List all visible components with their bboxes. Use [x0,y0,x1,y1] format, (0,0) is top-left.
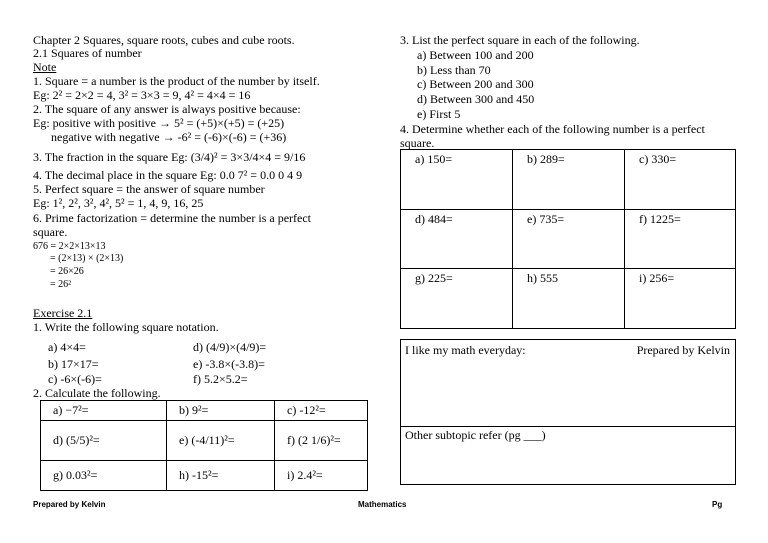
ps-cell: h) 555 [513,269,625,329]
note-line: 1. Square = a number is the product of the number by itself. [33,74,320,88]
q1-item: c) -6×(-6)= [48,372,102,386]
note-line: Eg: positive with positive → 5² = (+5)×(+5) = (+25) [33,116,285,130]
exercise-heading: Exercise 2.1 [33,306,93,320]
ps-cell: c) 330= [625,150,736,210]
q3-item: c) Between 200 and 300 [417,77,534,91]
q3-item: d) Between 300 and 450 [417,92,535,106]
question-3: 3. List the perfect square in each of the following. [400,33,640,47]
q3-item: b) Less than 70 [417,63,491,77]
calc-cell: f) (2 1/6)²= [275,421,368,461]
note-line: 3. The fraction in the square Eg: (3/4)² = 3×3/4×4 = 9/16 [33,150,306,164]
note-line: Eg: 1², 2², 3², 4², 5² = 1, 4, 9, 16, 25 [33,196,204,210]
ps-cell: f) 1225= [625,210,736,269]
note-line: Eg: 2² = 2×2 = 4, 3² = 3×3 = 9, 4² = 4×4 = 16 [33,88,251,102]
calculation-table [40,400,368,491]
calc-cell: d) (5/5)²= [41,421,167,461]
chapter-title: Chapter 2 Squares, square roots, cubes and cube roots. [33,33,295,47]
q1-item: f) 5.2×5.2= [193,372,248,386]
ps-cell: i) 256= [625,269,736,329]
ps-cell: a) 150= [401,150,513,210]
question-4: 4. Determine whether each of the following number is a perfect [400,122,705,136]
factorization-line: = 26×26 [50,266,84,277]
calc-cell: b) 9²= [167,401,275,421]
q1-item: d) (4/9)×(4/9)= [193,340,267,354]
question-1: 1. Write the following square notation. [33,320,219,334]
calc-cell: a) −7²= [41,401,167,421]
question-2: 2. Calculate the following. [33,386,161,400]
section-title: 2.1 Squares of number [33,46,142,60]
notes-box [400,339,736,485]
factorization-line: = 26² [50,279,72,290]
perfect-square-table [400,149,736,329]
box-divider [401,426,735,427]
ps-cell: g) 225= [401,269,513,329]
box-author: Prepared by Kelvin [636,343,730,357]
factorization-line: 676 = 2×2×13×13 [33,241,106,252]
question-4-cont: square. [400,136,435,150]
q1-item: e) -3.8×(-3.8)= [193,357,265,371]
q1-item: b) 17×17= [48,357,99,371]
note-heading: Note [33,60,57,74]
ps-cell: d) 484= [401,210,513,269]
note-line: square. [33,225,68,239]
q3-item: a) Between 100 and 200 [417,48,534,62]
footer-page: Pg [712,500,723,509]
note-line: 6. Prime factorization = determine the number is a perfect [33,211,311,225]
box-subtopic: Other subtopic refer (pg ___) [405,428,546,442]
note-line: negative with negative → -6² = (-6)×(-6) = (+36) [51,130,287,144]
factorization-line: = (2×13) × (2×13) [50,253,124,264]
footer-author: Prepared by Kelvin [33,500,106,509]
ps-cell: b) 289= [513,150,625,210]
box-motto: I like my math everyday: [405,343,526,357]
calc-cell: c) -12²= [275,401,368,421]
ps-cell: e) 735= [513,210,625,269]
note-line: 4. The decimal place in the square Eg: 0.0 7² = 0.0 0 4 9 [33,168,303,182]
q1-item: a) 4×4= [48,340,86,354]
calc-cell: e) (-4/11)²= [167,421,275,461]
note-line: 2. The square of any answer is always positive because: [33,102,301,116]
calc-cell: g) 0.03²= [41,461,167,491]
footer-subject: Mathematics [358,500,407,509]
note-line: 5. Perfect square = the answer of square number [33,182,265,196]
q3-item: e) First 5 [417,107,461,121]
calc-cell: i) 2.4²= [275,461,368,491]
calc-cell: h) -15²= [167,461,275,491]
